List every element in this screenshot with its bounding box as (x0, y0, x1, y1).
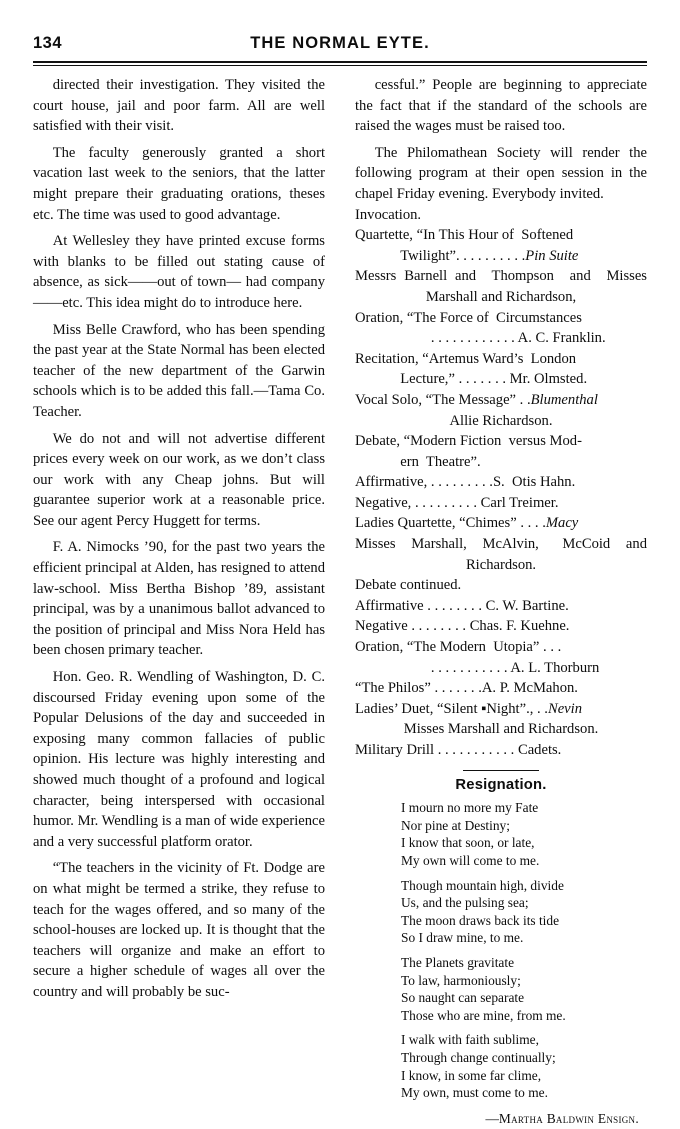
program-line-text: Allie Richardson. (449, 412, 553, 429)
program-composer: Nevin (547, 700, 583, 717)
program-line (355, 575, 647, 596)
program-line (355, 616, 647, 637)
poem-line: To law, harmoniously; (401, 972, 521, 988)
program-line-text: Twilight”. . . . . . . . . . (400, 247, 526, 264)
program-line-text: Quartette, “In This Hour of Softened (355, 227, 574, 244)
program-line (355, 452, 647, 473)
right-column (355, 75, 647, 1129)
program-line-text: Oration, “The Modern Utopia” . . . (355, 639, 562, 656)
poem-line: So I draw mine, to me. (401, 930, 524, 946)
program-line-text: Vocal Solo, “The Message” . . (355, 391, 531, 408)
poem-line: My own will come to me. (401, 852, 540, 868)
program-line-text: “The Philos” . . . . . . .A. P. McMahon. (355, 680, 578, 697)
poem-line: Through change continually; (401, 1049, 556, 1065)
page-number: 134 (33, 34, 63, 52)
program-line-text: Affirmative, . . . . . . . . .S. Otis Hahn. (355, 474, 576, 491)
program-line-text: Affirmative . . . . . . . . C. W. Bartine. (355, 597, 569, 614)
program-composer: Pin Suite (525, 247, 579, 264)
program-line (355, 431, 647, 452)
program-line (355, 472, 647, 493)
program-line (355, 493, 647, 514)
poem-line: I know that soon, or late, (401, 835, 535, 851)
byline-author: Martha Baldwin Ensign. (498, 1110, 639, 1126)
program-line-text: Marshall and Richardson, (425, 288, 577, 305)
program-composer: Macy (545, 515, 579, 532)
program-line (355, 658, 647, 679)
program-line (355, 596, 647, 617)
right-column-paragraphs (355, 75, 647, 205)
program-line (355, 246, 647, 267)
left-column (33, 75, 325, 1003)
program-line (355, 349, 647, 370)
poem-stanza (355, 954, 647, 1024)
paragraph: “The teachers in the vicinity of Ft. Dodge are on what might be termed a strike, they refuse to teach for the wages offered, and so many of the school-houses are locked up. It is thought that the teachers will organize and make an effort to secure a higher schedule of wages all over the country and will probably be suc- (33, 860, 325, 1000)
paragraph: Hon. Geo. R. Wendling of Washington, D. C. discoursed Friday evening upon some of the Popular Delusions of the day and succeeded in exposing many common fallacies of public opinion. His lecture was highly interesting and showed much thought of a profound and logical character, being interspersed with occasional humor. Mr. Wendling is a man of wide experience and a very successful platform orator. (33, 669, 325, 850)
program-line (355, 637, 647, 658)
program-line (355, 266, 647, 287)
program-line (355, 308, 647, 329)
program-line (355, 699, 647, 720)
two-column-body (33, 75, 647, 1129)
program-line-text: Military Drill . . . . . . . . . . . Cadets. (355, 742, 562, 758)
byline-dash: — (485, 1110, 499, 1126)
program-line-text: . . . . . . . . . . . . A. C. Franklin. (430, 330, 606, 347)
poem-line: I walk with faith sublime, (401, 1032, 539, 1048)
poem-line: Those who are mine, from me. (401, 1007, 566, 1023)
program-line-text: Misses Marshall, McAlvin, McCoid and (355, 536, 647, 553)
poem-title: Resignation. (455, 776, 547, 793)
program-line-text: Ladies Quartette, “Chimes” . . . . (355, 515, 546, 532)
poem-line: So naught can separate (401, 990, 525, 1006)
poem-byline (355, 1109, 647, 1129)
program-line-text: Oration, “The Force of Circumstances (355, 309, 582, 326)
program-line-text: Recitation, “Artemus Ward’s London (355, 350, 577, 367)
program-line-text: Ladies’ Duet, “Silent ▪Night”., . . (355, 700, 548, 717)
poem-line: The Planets gravitate (401, 954, 515, 970)
program-line (355, 369, 647, 390)
program-line-text: Richardson. (465, 556, 537, 573)
paragraph: The Philomathean Society will render the following program at their open session in the chapel Friday evening. Everybody invited. (355, 144, 647, 202)
program-line-text: Lecture,” . . . . . . . Mr. Olmsted. (400, 371, 588, 388)
program-line-text: ern Theatre”. (400, 453, 481, 470)
header-rule (33, 61, 647, 66)
program-line (355, 513, 647, 534)
program-line-text: Misses Marshall and Richardson. (403, 721, 599, 738)
poem-line: Us, and the pulsing sea; (401, 895, 529, 911)
poem-line: Though mountain high, divide (401, 877, 564, 893)
program-line (355, 678, 647, 699)
paragraph: cessful.” People are beginning to appreciate the fact that if the standard of the schools are raised the wages must be raised too. (355, 77, 647, 135)
poem-stanzas (355, 799, 647, 1102)
journal-title: THE NORMAL EYTE. (250, 34, 430, 52)
program-line (355, 205, 647, 226)
paragraph: F. A. Nimocks ’90, for the past two years the efficient principal at Alden, has resigned to attend law-school. Miss Bertha Bishop ’89, assistant principal, was by a unanimous ballot advanced to the position of principal and Miss Nora Held has been chosen primary teacher. (33, 539, 325, 659)
poem-line: The moon draws back its tide (401, 912, 560, 928)
left-column-paragraphs (33, 75, 325, 1003)
paragraph: At Wellesley they have printed excuse forms with blanks to be filled out stating cause of absence, as sick——out of town— had company——etc. This idea might do to introduce here. (33, 233, 325, 311)
paragraph: We do not and will not advertise different prices every week on our work, as we don’t class our work with any Cheap johns. But will guarantee superior work at a reasonable price. See our agent Percy Huggett for terms. (33, 430, 325, 529)
program-line (355, 390, 647, 411)
program-line (355, 287, 647, 308)
poem-stanza (355, 1031, 647, 1101)
program-line (355, 225, 647, 246)
paragraph: directed their investigation. They visited the court house, jail and poor farm. All are well satisfied with their visit. (33, 77, 325, 135)
program-line (355, 740, 647, 761)
program-line-text: Negative . . . . . . . . Chas. F. Kuehne. (355, 618, 570, 635)
program-line-text: Negative, . . . . . . . . . Carl Treimer. (355, 494, 559, 511)
poem-stanza (355, 799, 647, 869)
paragraph: The faculty generously granted a short vacation last week to the seniors, that the latter might prepare their graduating orations, theses etc. The time was used to good advantage. (33, 144, 325, 223)
program-line (355, 719, 647, 740)
running-head (33, 34, 647, 58)
poem-line: Nor pine at Destiny; (401, 817, 510, 833)
program-line (355, 534, 647, 555)
program-line (355, 328, 647, 349)
program-line-text: Debate, “Modern Fiction versus Mod- (355, 433, 582, 450)
program-listing (355, 205, 647, 761)
program-line-text: Debate continued. (355, 577, 462, 594)
poem-line: I mourn no more my Fate (401, 800, 539, 816)
program-line (355, 555, 647, 576)
program-composer: Blumenthal (530, 391, 598, 408)
program-line-text: . . . . . . . . . . . A. L. Thorburn (430, 659, 600, 676)
poem-line: My own, must come to me. (401, 1085, 548, 1101)
program-line-text: Invocation. (355, 206, 422, 223)
poem-divider (463, 770, 539, 771)
program-line-text: Messrs Barnell and Thompѕon and Misses (355, 268, 647, 285)
poem-stanza (355, 877, 647, 947)
paragraph: Miss Belle Crawford, who has been spending the past year at the State Normal has been elected teacher of the new department of the Garwin schools which is to be added this fall.—Tama Co. Teacher. (33, 321, 325, 420)
program-line (355, 411, 647, 432)
poem-line: I know, in some far clime, (401, 1067, 542, 1083)
